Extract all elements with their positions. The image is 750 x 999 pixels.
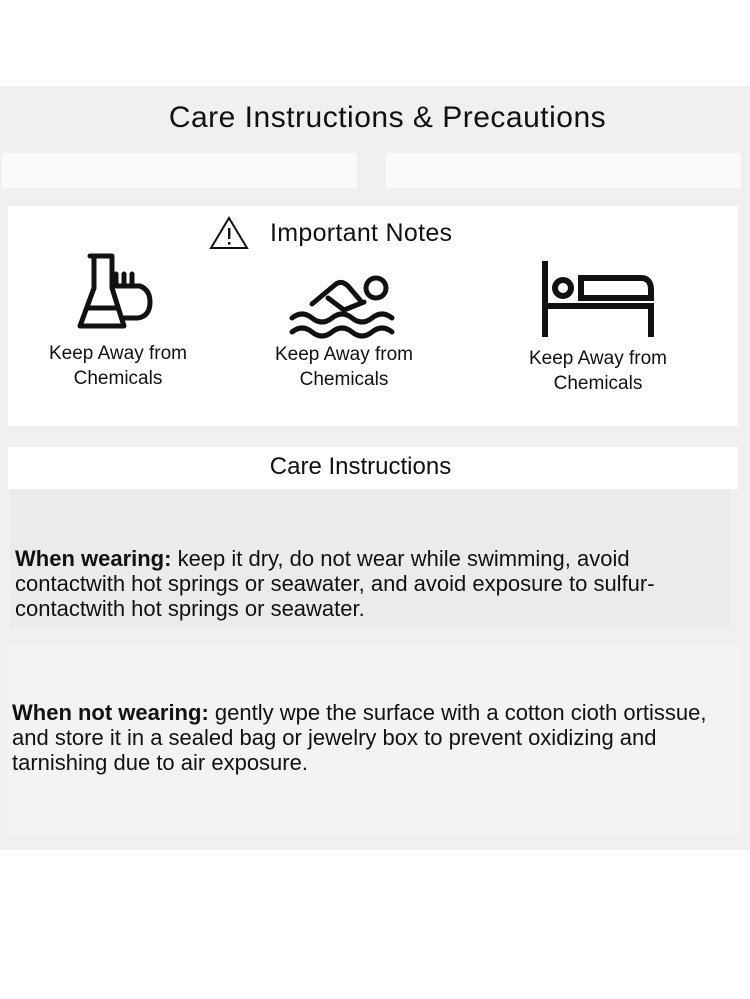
note-item-chemicals bbox=[8, 246, 228, 391]
note-item-sleeping bbox=[488, 256, 708, 396]
note-label-line1: Keep Away from bbox=[528, 348, 667, 369]
note-label-line1: Keep Away from bbox=[48, 343, 187, 364]
when-wearing-heading: When wearing: bbox=[15, 546, 172, 571]
chemical-flask-icon bbox=[68, 246, 168, 341]
note-label-line2: Chemicals bbox=[73, 368, 163, 389]
note-label-line2: Chemicals bbox=[299, 369, 389, 390]
when-wearing-block bbox=[10, 490, 730, 628]
note-label-line1: Keep Away from bbox=[274, 344, 413, 365]
when-not-wearing-block bbox=[8, 645, 740, 835]
when-wearing-text: keep it dry, do not wear while swimming, avoid contactwith hot springs or seawater, and avoid exposure to sulfur-contactwith hot springs or seawater. bbox=[15, 546, 655, 621]
bed-icon bbox=[533, 256, 663, 346]
important-notes-title: Important Notes bbox=[270, 219, 453, 247]
important-notes-header bbox=[8, 216, 738, 250]
page-title: Care Instructions & Precautions bbox=[168, 101, 607, 134]
warning-icon bbox=[209, 216, 249, 250]
important-notes-panel bbox=[8, 206, 738, 426]
swimmer-icon bbox=[284, 260, 404, 342]
care-instructions-title: Care Instructions bbox=[269, 453, 452, 480]
when-wearing-paragraph bbox=[15, 546, 727, 621]
care-instructions-panel bbox=[8, 447, 738, 489]
when-not-wearing-heading: When not wearing: bbox=[12, 700, 209, 725]
when-not-wearing-paragraph bbox=[12, 700, 742, 775]
blank-box-left bbox=[2, 153, 357, 188]
blank-box-right bbox=[386, 153, 741, 188]
note-label-line2: Chemicals bbox=[553, 373, 643, 394]
note-item-swimming bbox=[234, 260, 454, 392]
when-not-wearing-text: gently wpe the surface with a cotton cioth ortissue, and store it in a sealed bag or jewelry box to prevent oxidizing and tarnishing due to air exposure. bbox=[12, 700, 707, 775]
